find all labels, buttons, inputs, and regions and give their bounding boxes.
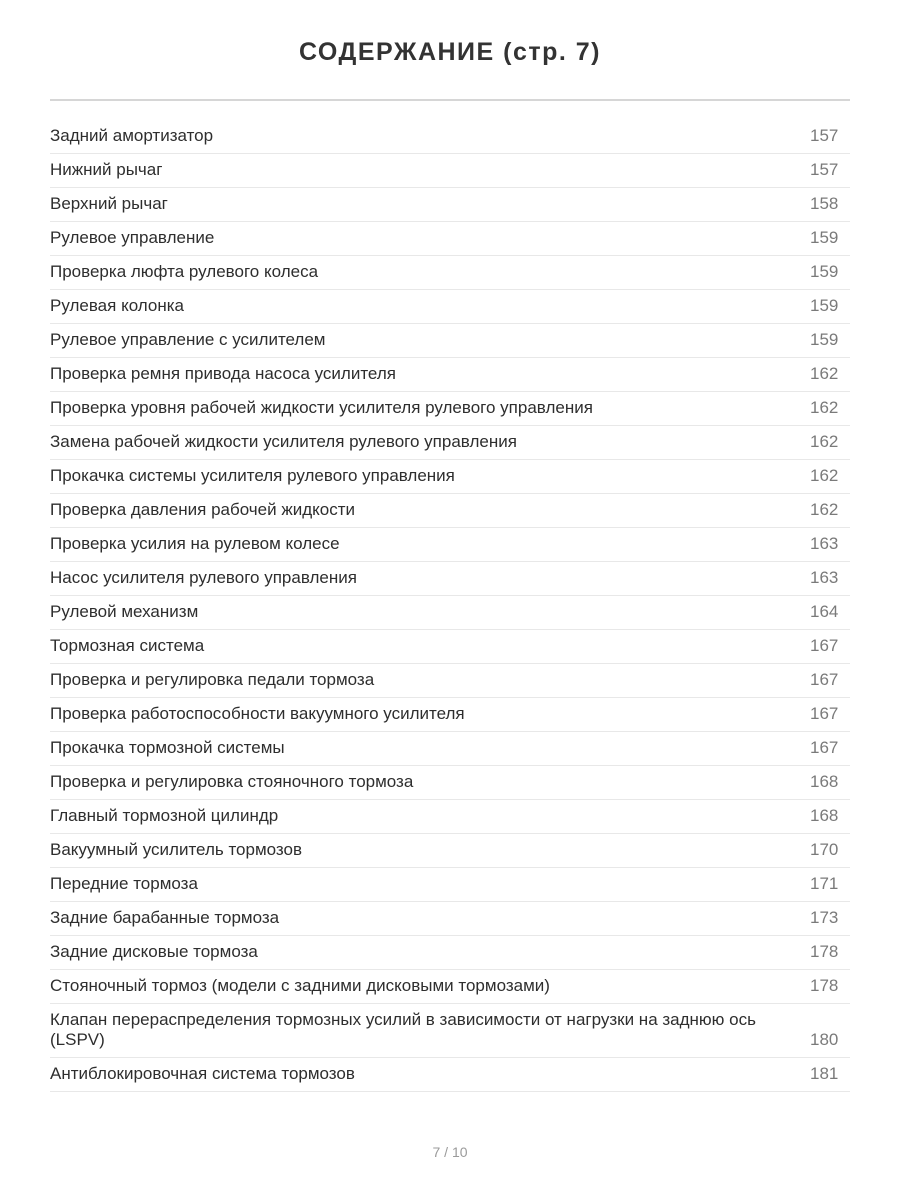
toc-entry[interactable] <box>50 800 850 834</box>
toc-entry-title: Проверка давления рабочей жидкости <box>50 500 355 519</box>
toc-entry-title: Вакуумный усилитель тормозов <box>50 840 302 859</box>
toc-entry-title: Передние тормоза <box>50 874 198 893</box>
toc-entry-page: 178 <box>810 942 839 961</box>
toc-entry-page: 163 <box>810 568 839 587</box>
toc-entry[interactable] <box>50 188 850 222</box>
toc-entry[interactable] <box>50 324 850 358</box>
toc-entry[interactable] <box>50 664 850 698</box>
toc-entry-page: 173 <box>810 908 839 927</box>
toc-entry-page: 168 <box>810 806 839 825</box>
toc-entry[interactable] <box>50 562 850 596</box>
toc-entry[interactable] <box>50 392 850 426</box>
toc-entry[interactable] <box>50 426 850 460</box>
toc-entry-title: Проверка и регулировка стояночного тормоза <box>50 772 414 791</box>
toc-entry-page: 167 <box>810 738 839 757</box>
toc-entry[interactable] <box>50 256 850 290</box>
toc-entry-title: Верхний рычаг <box>50 194 168 213</box>
toc-entry[interactable] <box>50 222 850 256</box>
toc-entry-page: 158 <box>810 194 839 213</box>
table-of-contents <box>50 120 850 1092</box>
toc-entry-title: Прокачка системы усилителя рулевого управления <box>50 466 455 485</box>
toc-entry-title: Главный тормозной цилиндр <box>50 806 279 825</box>
toc-entry-title: Проверка уровня рабочей жидкости усилителя рулевого управления <box>50 398 593 417</box>
toc-entry-page: 159 <box>810 228 839 247</box>
toc-entry-page: 159 <box>810 330 839 349</box>
toc-entry-title: Рулевой механизм <box>50 602 199 621</box>
toc-entry-page: 162 <box>810 398 839 417</box>
page-title: СОДЕРЖАНИЕ (стр. 7) <box>298 38 602 66</box>
toc-entry-page: 181 <box>810 1064 839 1083</box>
toc-entry-title: Насос усилителя рулевого управления <box>50 568 357 587</box>
toc-entry[interactable] <box>50 358 850 392</box>
title-divider <box>50 99 850 101</box>
toc-entry-title: Проверка люфта рулевого колеса <box>50 262 319 281</box>
toc-entry-title: Стояночный тормоз (модели с задними дисковыми тормозами) <box>50 976 550 995</box>
toc-entry[interactable] <box>50 596 850 630</box>
page-number: 7 / 10 <box>432 1144 468 1160</box>
toc-entry[interactable] <box>50 732 850 766</box>
toc-entry-page: 170 <box>810 840 839 859</box>
toc-entry-title: Задний амортизатор <box>50 126 214 145</box>
toc-entry-page: 159 <box>810 262 839 281</box>
toc-entry-title: Проверка и регулировка педали тормоза <box>50 670 375 689</box>
toc-entry-page: 163 <box>810 534 839 553</box>
toc-entry[interactable] <box>50 154 850 188</box>
toc-entry-page: 162 <box>810 500 839 519</box>
toc-entry-title: Замена рабочей жидкости усилителя рулевого управления <box>50 432 517 451</box>
toc-entry[interactable] <box>50 1004 850 1058</box>
toc-entry-page: 157 <box>810 160 839 179</box>
toc-entry-page: 171 <box>810 874 839 893</box>
toc-entry[interactable] <box>50 902 850 936</box>
toc-entry-page: 162 <box>810 466 839 485</box>
toc-entry[interactable] <box>50 766 850 800</box>
toc-entry-title: Проверка работоспособности вакуумного усилителя <box>50 704 465 723</box>
toc-entry-title: Нижний рычаг <box>50 160 163 179</box>
toc-entry[interactable] <box>50 834 850 868</box>
toc-entry-page: 178 <box>810 976 839 995</box>
toc-entry[interactable] <box>50 528 850 562</box>
toc-entry[interactable] <box>50 698 850 732</box>
toc-entry-page: 167 <box>810 670 839 689</box>
toc-entry[interactable] <box>50 494 850 528</box>
toc-entry-title: Задние барабанные тормоза <box>50 908 280 927</box>
toc-entry[interactable] <box>50 1058 850 1092</box>
toc-entry-page: 164 <box>810 602 839 621</box>
toc-entry-title: Клапан перераспределения тормозных усилий в зависимости от нагрузки на заднюю ось (LSPV) <box>50 1010 756 1049</box>
toc-entry[interactable] <box>50 120 850 154</box>
toc-entry[interactable] <box>50 970 850 1004</box>
toc-entry-title: Рулевое управление <box>50 228 215 247</box>
toc-entry-title: Прокачка тормозной системы <box>50 738 285 757</box>
toc-entry-title: Рулевая колонка <box>50 296 184 315</box>
toc-entry[interactable] <box>50 936 850 970</box>
toc-entry-title: Рулевое управление с усилителем <box>50 330 326 349</box>
toc-entry[interactable] <box>50 868 850 902</box>
toc-entry-page: 157 <box>810 126 839 145</box>
toc-entry-title: Антиблокировочная система тормозов <box>50 1064 355 1083</box>
toc-entry-title: Тормозная система <box>50 636 205 655</box>
toc-entry-page: 167 <box>810 636 839 655</box>
toc-entry-page: 167 <box>810 704 839 723</box>
toc-entry-title: Проверка усилия на рулевом колесе <box>50 534 340 553</box>
toc-entry[interactable] <box>50 460 850 494</box>
toc-entry-title: Задние дисковые тормоза <box>50 942 258 961</box>
toc-entry-page: 159 <box>810 296 839 315</box>
toc-entry-page: 180 <box>810 1030 839 1049</box>
toc-entry[interactable] <box>50 630 850 664</box>
toc-entry-page: 162 <box>810 364 839 383</box>
toc-entry-title: Проверка ремня привода насоса усилителя <box>50 364 396 383</box>
toc-entry[interactable] <box>50 290 850 324</box>
toc-entry-page: 162 <box>810 432 839 451</box>
toc-entry-page: 168 <box>810 772 839 791</box>
